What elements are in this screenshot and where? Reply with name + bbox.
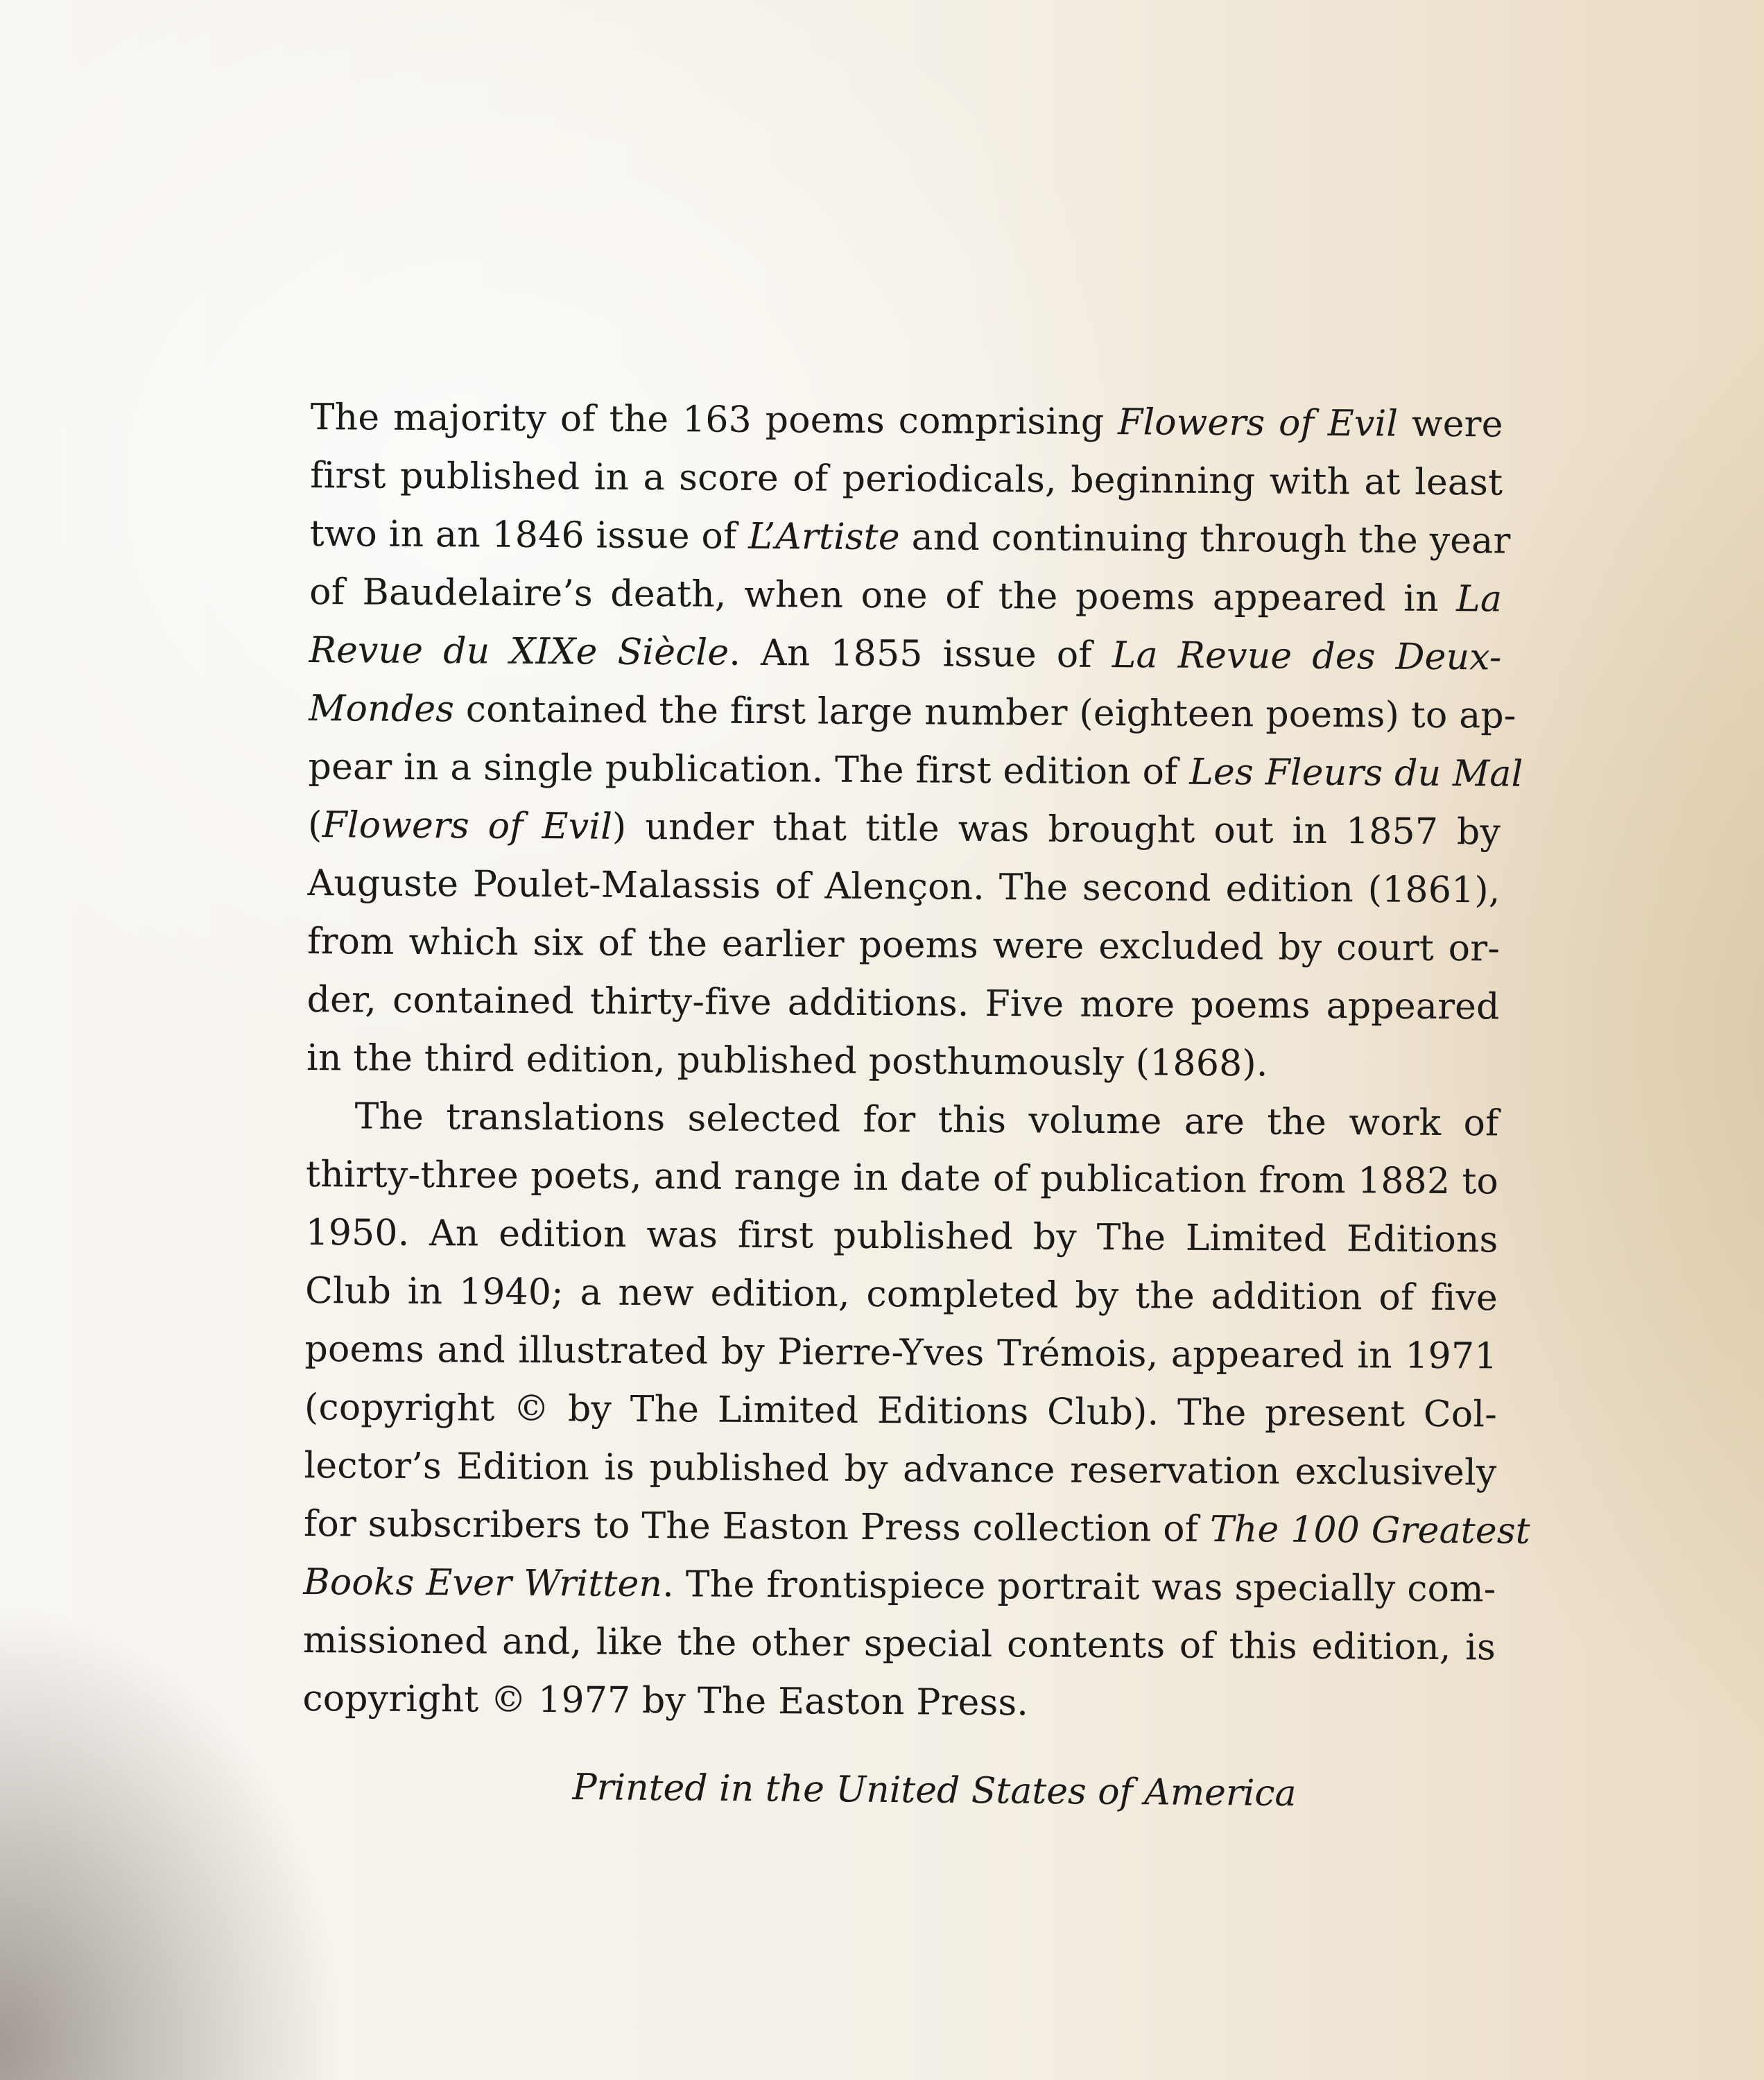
text-line [303, 1611, 1496, 1677]
text-line [304, 1437, 1496, 1502]
text-segment: were [1398, 403, 1503, 446]
text-line [305, 1262, 1498, 1328]
text-segment: 1950. An edition was first published by The Limited Editions [305, 1211, 1498, 1261]
text-segment: lector’s Edition is published by advance reservation exclusively [304, 1444, 1497, 1494]
text-line [304, 1320, 1497, 1386]
text-segment: in the third edition, published posthumously (1868). [306, 1037, 1268, 1085]
italic-title-segment: Books Ever Written [303, 1561, 663, 1606]
text-segment: pear in a single publication. The first edition of [308, 745, 1190, 793]
text-segment: from which six of the earlier poems were excluded by court or- [306, 920, 1501, 970]
text-line [306, 1087, 1498, 1153]
printed-in-colophon: Printed in the United States of America [572, 1766, 1297, 1815]
text-segment: first published in a score of periodicals, beginning with at least [310, 454, 1503, 504]
text-segment: . The frontispiece portrait was specially com- [662, 1563, 1496, 1611]
text-segment: The majority of the 163 poems comprising [310, 396, 1118, 444]
text-segment: Auguste Poulet-Malassis of Alençon. The second edition (1861), [307, 862, 1501, 912]
text-segment: and continuing through the year [899, 517, 1511, 562]
text-line [308, 679, 1516, 745]
text-segment: Club in 1940; a new edition, completed by the addition of five [304, 1269, 1498, 1319]
italic-title-segment: Revue du XIXe Siècle [309, 629, 729, 674]
text-segment: ( [307, 804, 322, 847]
paragraph-publication-history [306, 388, 1523, 1094]
italic-title-segment: The 100 Greatest [1209, 1508, 1530, 1552]
text-line [309, 621, 1501, 687]
publication-history-text [302, 388, 1530, 1735]
text-line [305, 1204, 1498, 1269]
text-segment: of Baudelaire’s death, when one of the poems appeared in [309, 571, 1457, 621]
italic-title-segment: La [1456, 578, 1503, 621]
text-segment: poems and illustrated by Pierre-Yves Trémois, appeared in 1971 [304, 1328, 1498, 1378]
text-segment: contained the first large number (eighteen poems) to ap- [453, 688, 1516, 737]
text-segment: (copyright © by The Limited Editions Club). The present Col- [304, 1386, 1498, 1436]
text-segment: . An 1855 issue of [729, 632, 1113, 677]
text-segment: The translations selected for this volume are the work of [354, 1095, 1499, 1145]
text-line [306, 1145, 1498, 1211]
text-segment: ) under that title was brought out in 1857 by [612, 806, 1501, 853]
text-segment: for subscribers to The Easton Press collection of [303, 1502, 1211, 1550]
text-line [310, 388, 1503, 454]
text-line [303, 1553, 1496, 1619]
text-line [306, 971, 1499, 1037]
text-line [309, 505, 1511, 571]
text-line [306, 1029, 1499, 1095]
text-line [303, 1495, 1530, 1561]
text-line [307, 854, 1500, 920]
text-line [308, 738, 1523, 804]
text-segment: copyright © 1977 by The Easton Press. [302, 1677, 1029, 1724]
text-line [309, 563, 1502, 629]
text-segment: thirty-three poets, and range in date of publication from 1882 to [305, 1153, 1499, 1203]
text-line [302, 1670, 1495, 1735]
text-segment: two in an 1846 issue of [309, 512, 749, 557]
text-line [308, 796, 1501, 862]
text-segment: der, contained thirty-five additions. Five more poems appeared [306, 978, 1500, 1028]
italic-title-segment: L’Artiste [747, 515, 901, 559]
paragraph-translations-edition [302, 1087, 1530, 1735]
text-line [307, 912, 1500, 978]
italic-title-segment: Mondes [308, 687, 455, 731]
italic-title-segment: La Revue des Deux- [1112, 634, 1502, 679]
text-segment: missioned and, like the other special contents of this edition, is [302, 1619, 1496, 1669]
italic-title-segment: Les Fleurs du Mal [1189, 751, 1523, 795]
italic-title-segment: Flowers of Evil [1117, 401, 1399, 445]
italic-title-segment: Flowers of Evil [322, 804, 613, 848]
text-line [310, 447, 1503, 512]
text-line [304, 1378, 1497, 1444]
